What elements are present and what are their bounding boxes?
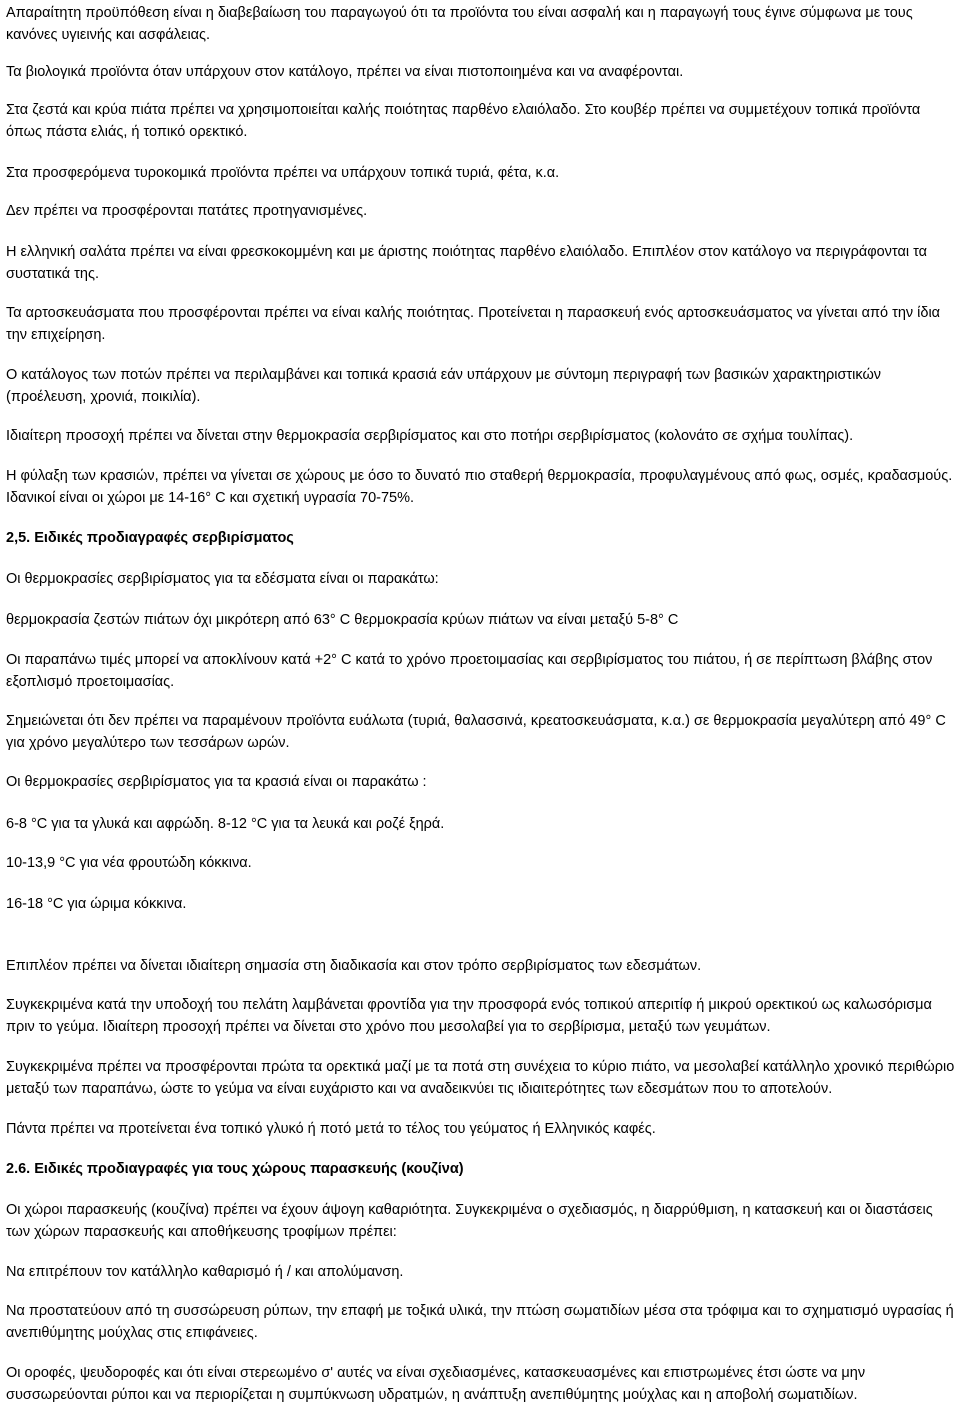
section-heading-kitchen-specs: 2.6. Ειδικές προδιαγραφές για τους χώρους παρασκευής (κουζίνα) <box>6 1161 464 1177</box>
paragraph-cleaning-disinfection: Να επιτρέπουν τον κατάλληλο καθαρισμό ή / και απολύμανση. <box>6 1264 404 1280</box>
paragraph-dirt-protection: Να προστατεύουν από τη συσσώρευση ρύπων, την επαφή με τοξικά υλικά, την πτώση σωματιδίων μέσα στα τρόφιμα και το σχηματισμό υγρασίας ή ανεπιθύμητης μούχλας στις επιφάνειες. <box>6 1303 954 1341</box>
paragraph-wine-temps-intro: Οι θερμοκρασίες σερβιρίσματος για τα κρασιά είναι οι παρακάτω : <box>6 774 427 790</box>
section-heading-serving-specs: 2,5. Ειδικές προδιαγραφές σερβιρίσματος <box>6 530 294 546</box>
paragraph-welcome-aperitif: Συγκεκριμένα κατά την υποδοχή του πελάτη λαμβάνεται φροντίδα για την προσφορά ενός τοπικού απεριτίφ ή μικρού ορεκτικού ως καλωσόρισμα πριν το γεύμα. Ιδιαίτερη προσοχή πρέπει να δίνεται στο χρόνο που μεσολαβεί για το σερβίρισμα, μεταξύ των γευμάτων. <box>6 997 932 1035</box>
paragraph-young-red: 10-13,9 °C για νέα φρουτώδη κόκκινα. <box>6 855 252 871</box>
paragraph-bakery-products: Τα αρτοσκευάσματα που προσφέρονται πρέπει να είναι καλής ποιότητας. Προτείνεται η παρασκευή ενός αρτοσκευάσματος να γίνεται από την ίδια την επιχείρηση. <box>6 305 941 343</box>
paragraph-temperature-deviation: Οι παραπάνω τιμές μπορεί να αποκλίνουν κατά +2° C κατά το χρόνο προετοιμασίας και σερβιρίσματος του πιάτου, ή σε περίπτωση βλάβης στον εξοπλισμό προετοιμασίας. <box>6 652 933 690</box>
paragraph-wine-storage: Η φύλαξη των κρασιών, πρέπει να γίνεται σε χώρους με όσο το δυνατό πιο σταθερή θερμοκρασία, προφυλαγμένους από φως, οσμές, κραδασμούς. Ιδανικοί είναι οι χώροι με 14-16° C και σχετική υγρασία 70-75%. <box>6 468 953 506</box>
paragraph-no-prefried-potatoes: Δεν πρέπει να προσφέρονται πατάτες προτηγανισμένες. <box>6 203 368 219</box>
paragraph-ceilings: Οι οροφές, ψευδοροφές και ότι είναι στερεωμένο σ' αυτές να είναι σχεδιασμένες, κατασκευασμένες και επιστρωμένες έτσι ώστε να μην συσσωρεύονται ρύποι και να περιορίζεται η συμπύκνωση υδρατμών, η ανάπτυξη ανεπιθύμητης μούχλας και η αποβολή σωματιδίων. <box>6 1365 866 1403</box>
paragraph-sweet-sparkling-white: 6-8 °C για τα γλυκά και αφρώδη. 8-12 °C για τα λευκά και ροζέ ξηρά. <box>6 816 445 832</box>
paragraph-perishable-products: Σημειώνεται ότι δεν πρέπει να παραμένουν προϊόντα ευάλωτα (τυριά, θαλασσινά, κρεατοσκευάσματα, κ.α.) σε θερμοκρασία μεγαλύτερη από 49° C για χρόνο μεγαλύτερο των τεσσάρων ωρών. <box>6 713 946 751</box>
paragraph-organic-products: Τα βιολογικά προϊόντα όταν υπάρχουν στον κατάλογο, πρέπει να είναι πιστοποιημένα και να αναφέρονται. <box>6 64 684 80</box>
paragraph-cheese-products: Στα προσφερόμενα τυροκομικά προϊόντα πρέπει να υπάρχουν τοπικά τυριά, φέτα, κ.α. <box>6 165 560 181</box>
paragraph-course-order: Συγκεκριμένα πρέπει να προσφέρονται πρώτα τα ορεκτικά μαζί με τα ποτά στη συνέχεια το κύριο πιάτο, να μεσολαβεί κατάλληλο χρονικό περιθώριο μεταξύ των παραπάνω, ώστε το γεύμα να είναι ευχάριστο και να αναδεικνύει τις ιδιαιτερότητες των εδεσμάτων που το αποτελούν. <box>6 1059 955 1097</box>
paragraph-hot-cold-dish-temps: θερμοκρασία ζεστών πιάτων όχι μικρότερη από 63° C θερμοκρασία κρύων πιάτων να είναι μεταξύ 5-8° C <box>6 612 679 628</box>
paragraph-serving-process: Επιπλέον πρέπει να δίνεται ιδιαίτερη σημασία στη διαδικασία και στον τρόπο σερβιρίσματος των εδεσμάτων. <box>6 958 702 974</box>
paragraph-kitchen-cleanliness: Οι χώροι παρασκευής (κουζίνα) πρέπει να έχουν άψογη καθαριότητα. Συγκεκριμένα ο σχεδιασμός, η διαρρύθμιση, η κατασκευή και οι διαστάσεις των χώρων παρασκευής και αποθήκευσης τροφίμων πρέπει: <box>6 1202 933 1240</box>
paragraph-mature-red: 16-18 °C για ώριμα κόκκινα. <box>6 896 187 912</box>
paragraph-wine-list: Ο κατάλογος των ποτών πρέπει να περιλαμβάνει και τοπικά κρασιά εάν υπάρχουν με σύντομη περιγραφή των βασικών χαρακτηριστικών (προέλευση, χρονιά, ποικιλία). <box>6 367 882 405</box>
paragraph-dessert-coffee: Πάντα πρέπει να προτείνεται ένα τοπικό γλυκό ή ποτό μετά το τέλος του γεύματος ή Ελληνικός καφές. <box>6 1121 656 1137</box>
paragraph-serving-temperature-glass: Ιδιαίτερη προσοχή πρέπει να δίνεται στην θερμοκρασία σερβιρίσματος και στο ποτήρι σερβιρίσματος (κολονάτο σε σχήμα τουλίπας). <box>6 428 854 444</box>
paragraph-olive-oil-couvert: Στα ζεστά και κρύα πιάτα πρέπει να χρησιμοποιείται καλής ποιότητας παρθένο ελαιόλαδο. Στο κουβέρ πρέπει να συμμετέχουν τοπικά προϊόντα όπως πάστα ελιάς, ή τοπικό ορεκτικό. <box>6 102 921 140</box>
paragraph-greek-salad: Η ελληνική σαλάτα πρέπει να είναι φρεσκοκομμένη και με άριστης ποιότητας παρθένο ελαιόλαδο. Επιπλέον στον κατάλογο να περιγράφονται τα συστατικά της. <box>6 244 927 282</box>
paragraph-food-serving-temps-intro: Οι θερμοκρασίες σερβιρίσματος για τα εδέσματα είναι οι παρακάτω: <box>6 571 439 587</box>
paragraph-producer-guarantee: Απαραίτητη προϋπόθεση είναι η διαβεβαίωση του παραγωγού ότι τα προϊόντα του είναι ασφαλή και η παραγωγή τους έγινε σύμφωνα με τους κανόνες υγιεινής και ασφάλειας. <box>6 5 913 43</box>
